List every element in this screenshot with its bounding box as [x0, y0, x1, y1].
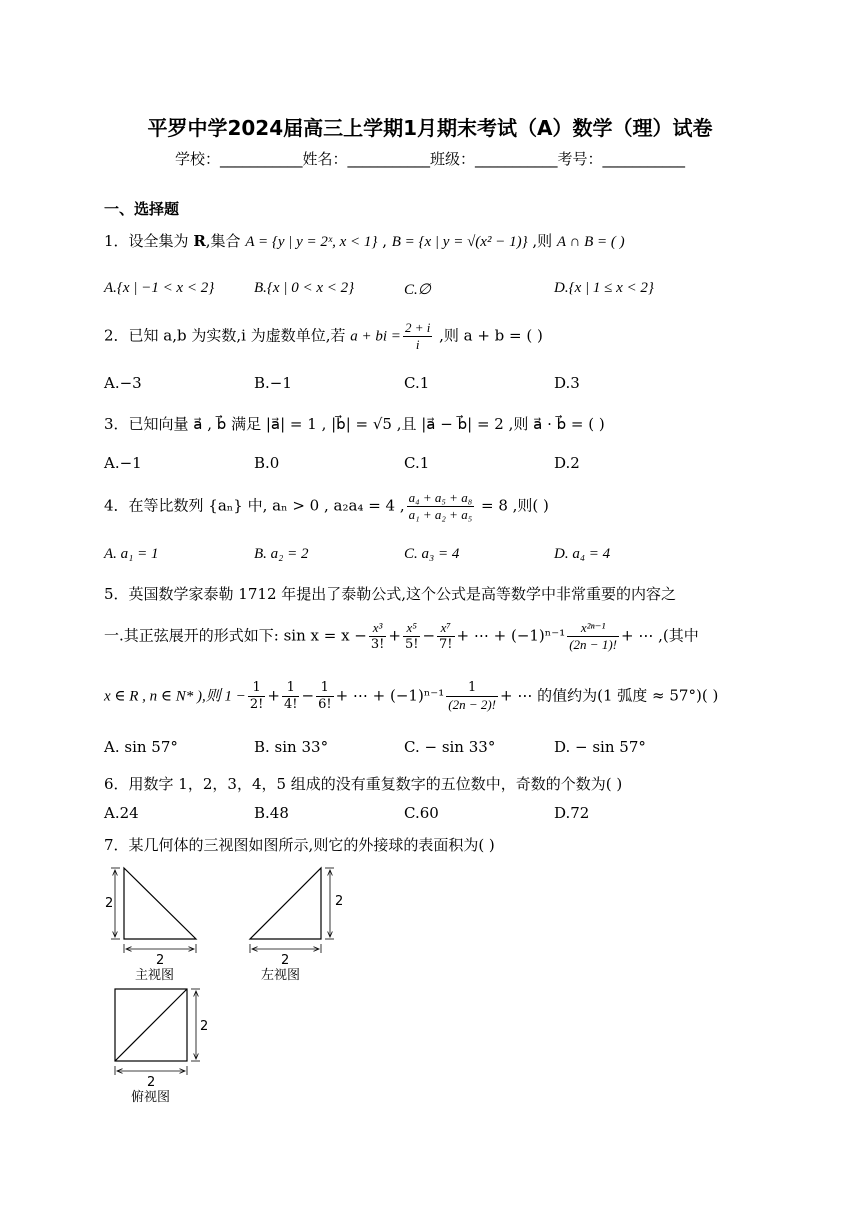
- front-view-width-label: 2: [156, 953, 165, 968]
- question-5-stem-line1: 5．英国数学家泰勒 1712 年提出了泰勒公式,这个公式是高等数学中非常重要的内容之: [104, 585, 677, 603]
- question-4-option-b: B. a₂ = 2: [254, 546, 309, 562]
- question-1-option-d: D.{x | 1 ≤ x < 2}: [554, 280, 654, 296]
- side-view: [250, 868, 334, 953]
- question-5-option-b: B. sin 33°: [254, 738, 329, 756]
- top-view-width-label: 2: [147, 1075, 156, 1090]
- question-5-stem-line2: 一.其正弦展开的形式如下: sin x = x − $\frac{\text{x³}}{3!}$ + $\frac{\text{x⁵}}{5!}$ − $\frac{\text{x⁷}}{7!}$ + ⋯ + (−1)ⁿ⁻¹ $\frac{\text{x²ⁿ⁻¹}}{(2n - 1)!}$ + ⋯ ,(其中: [104, 620, 699, 652]
- question-6-option-d: D.72: [554, 804, 590, 822]
- question-6-option-b: B.48: [254, 804, 289, 822]
- top-view-caption: 俯视图: [131, 1090, 171, 1105]
- question-5-option-a: A. sin 57°: [104, 738, 178, 756]
- question-2-option-d: D.3: [554, 374, 580, 392]
- question-1-option-c: C.∅: [404, 282, 431, 298]
- front-view-caption: 主视图: [135, 968, 175, 983]
- top-view-height-label: 2: [200, 1019, 209, 1034]
- student-info-line: 学校：___________姓名：___________班级：___________考号：___________: [174, 150, 685, 168]
- question-3-option-d: D.2: [554, 454, 580, 472]
- section-heading: 一、选择题: [104, 200, 180, 218]
- question-1-stem: 1．设全集为 R,集合 A = {y | y = 2ˣ, x < 1} , B = {x | y = √(x² − 1)} ,则 A ∩ B = ( ): [104, 232, 625, 250]
- question-2-option-a: A.−3: [104, 374, 142, 392]
- three-view-figure: [95, 858, 395, 1118]
- side-view-caption: 左视图: [261, 968, 301, 983]
- question-4-option-a: A. a₁ = 1: [104, 546, 159, 562]
- question-3-option-a: A.−1: [104, 454, 142, 472]
- question-1-option-b: B.{x | 0 < x < 2}: [254, 280, 355, 296]
- question-2-option-c: C.1: [404, 374, 430, 392]
- question-3-stem: 3．已知向量 a⃗ , b⃗ 满足 |a⃗| = 1 , |b⃗| = √5 ,且 |a⃗ − b⃗| = 2 ,则 a⃗ · b⃗ = ( ): [104, 415, 605, 433]
- top-view: [115, 989, 200, 1075]
- page-title: 平罗中学2024届高三上学期1月期末考试（A）数学（理）试卷: [147, 116, 713, 140]
- question-5-stem-line3: x ∈ R , n ∈ N* ),则 1 − $\frac{1}{2!}$ + $\frac{1}{4!}$ − $\frac{1}{6!}$ + ⋯ + (−1)ⁿ⁻¹ $\frac{1}{(2n - 2)!}$ + ⋯ 的值约为(1 弧度 ≈ 57°)( ): [104, 680, 719, 712]
- front-view-height-label: 2: [105, 896, 114, 911]
- question-5-option-d: D. − sin 57°: [554, 738, 646, 756]
- front-view: [111, 868, 196, 953]
- question-1-option-a: A.{x | −1 < x < 2}: [104, 280, 215, 296]
- question-6-stem: 6．用数字 1，2，3，4，5 组成的没有重复数字的五位数中，奇数的个数为( ): [104, 775, 623, 793]
- question-3-option-b: B.0: [254, 454, 280, 472]
- side-view-height-label: 2: [335, 894, 344, 909]
- question-5-option-c: C. − sin 33°: [404, 738, 496, 756]
- side-view-width-label: 2: [281, 953, 290, 968]
- question-4-stem: 4．在等比数列 {aₙ} 中, aₙ > 0 , a₂a₄ = 4 , $\frac{\text{a₄ + a₅ + a₈}}{\text{a₁ + a₂ + a₅}}$ = 8 ,则( ): [104, 490, 549, 522]
- question-6-option-a: A.24: [104, 804, 139, 822]
- question-3-option-c: C.1: [404, 454, 430, 472]
- question-4-option-d: D. a₄ = 4: [554, 546, 611, 562]
- question-2-option-b: B.−1: [254, 374, 292, 392]
- question-2-stem: 2．已知 a,b 为实数,i 为虚数单位,若 a + bi = $\frac{2 + i}{i}$ ,则 a + b = ( ): [104, 320, 543, 352]
- question-4-option-c: C. a₃ = 4: [404, 546, 460, 562]
- question-6-option-c: C.60: [404, 804, 439, 822]
- question-7-stem: 7．某几何体的三视图如图所示,则它的外接球的表面积为( ): [104, 836, 495, 854]
